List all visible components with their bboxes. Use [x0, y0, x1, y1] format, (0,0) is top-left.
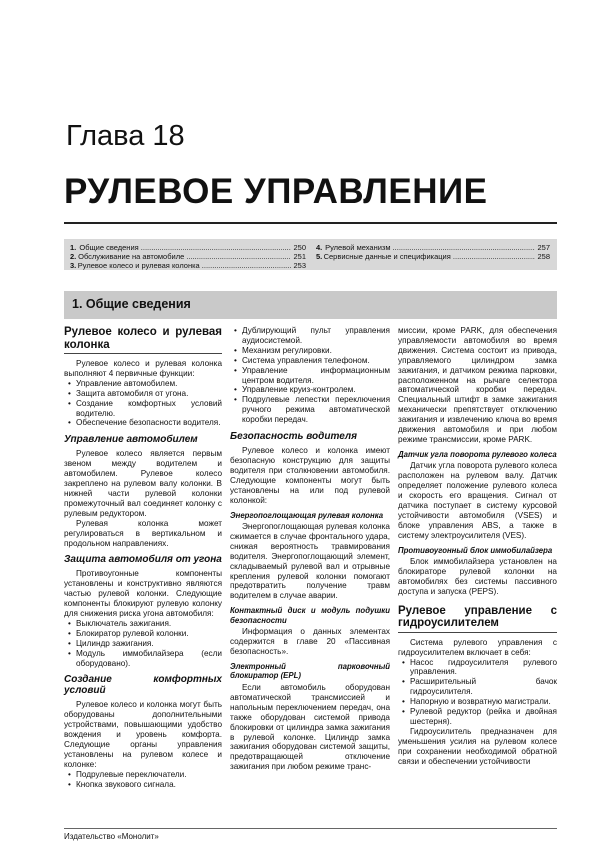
toc-left-column	[70, 243, 306, 271]
paragraph: миссии, кроме PARK, для обеспечения управляемости автомобиля во время движения. Система состоит из привода, управляемого цилиндром замка зажигания, и датчиком режима парковки, расположенном на рычаге селектора автоматической коробки передач. Специальный штифт в замке зажигания механически препятствует отключению зажигания и извлечению ключа во время движения автомобиля и при любом режиме трансмиссии, кроме PARK.	[398, 326, 557, 444]
text-column-2	[230, 326, 390, 772]
paragraph: Рулевое колесо и колонка могут быть оборудованы дополнительными устройствами, повышающими удобство вождения и уровень комфорта. Следующие органы управления установлены на рулевом колесе и колонке:	[64, 700, 222, 769]
section-title: 1. Общие сведения	[72, 297, 191, 311]
list-item: • Выключатель зажигания.	[76, 619, 222, 629]
toc-page: 257	[537, 243, 550, 252]
list-item: • Подрулевые лепестки переключения ручного режима автоматической коробки передач.	[242, 395, 390, 425]
page-title: РУЛЕВОЕ УПРАВЛЕНИЕ	[64, 172, 488, 211]
toc-text: Общие сведения .....	[79, 243, 291, 252]
list-item: • Напорную и возвратную магистрали.	[410, 697, 557, 707]
heading-contact-disc: Контактный диск и модуль подушки безопасности	[230, 606, 390, 625]
function-list	[64, 379, 222, 429]
chapter-label: Глава 18	[66, 120, 185, 152]
heading-immobilizer: Противоугонный блок иммобилайзера	[398, 545, 553, 555]
paragraph: Датчик угла поворота рулевого колеса расположен на рулевом валу. Датчик определяет положение рулевого колеса и скорость его вращения. Сигнал от датчика поступает в систему курсовой устойчивости автомобиля (VSES) и блоке управления ABS, а также в систему электроусилителя (VES).	[398, 461, 557, 540]
list-item: • Защита автомобиля от угона.	[76, 389, 222, 399]
list-item: • Насос гидроусилителя рулевого управления.	[410, 658, 557, 678]
heading-theft-protection: Защита автомобиля от угона	[64, 554, 222, 566]
toc-right-column	[316, 243, 550, 261]
list-item: • Кнопка звукового сигнала.	[76, 780, 222, 790]
toc-entry[interactable]	[70, 243, 306, 252]
toc-text: Рулевое колесо и рулевая колонка .....	[78, 261, 292, 270]
list-item: • Механизм регулировки.	[242, 346, 390, 356]
toc-page: 250	[293, 243, 306, 252]
toc-entry[interactable]	[70, 261, 306, 270]
toc-page: 258	[537, 252, 550, 262]
heading-vehicle-control: Управление автомобилем	[64, 434, 198, 446]
list-item: • Дублирующий пульт управления аудиосистемой.	[242, 326, 390, 346]
paragraph: Рулевое колесо является первым звеном между водителем и автомобилем. Рулевое колесо закреплено на рулевом валу колонки. В нижней части рулевой колонки промежуточный вал соединяет колонку с рулевым редуктором.	[64, 449, 222, 518]
toc-number: 4.	[316, 243, 323, 252]
publisher-footer: Издательство «Монолит»	[64, 828, 557, 841]
paragraph: Рулевая колонка может регулироваться в вертикальном и продольном направлениях.	[64, 518, 222, 548]
list-item: • Обеспечение безопасности водителя.	[76, 418, 222, 428]
comfort-list-continued	[230, 326, 390, 425]
toc-number: 5.	[316, 252, 323, 262]
paragraph: Противоугонные компоненты установлены и конструктивно являются частью рулевой колонки. Следующие компоненты блокируют рулевую колонку для снижения риска угона автомобиля:	[64, 569, 222, 619]
toc-number: 3.	[70, 261, 77, 271]
toc-number: 2.	[70, 252, 77, 262]
toc-entry[interactable]	[316, 243, 550, 252]
heading-epl: Электронный парковочный блокиратор (EPL)	[230, 661, 390, 681]
title-divider	[64, 222, 557, 224]
section-header	[64, 291, 557, 319]
paragraph: Информация о данных элементах содержится в главе 20 «Пассивная безопасность».	[230, 627, 390, 657]
list-item: • Цилиндр зажигания.	[76, 639, 222, 649]
list-item: • Создание комфортных условий водителю.	[76, 399, 222, 419]
list-item: • Подрулевые переключатели.	[76, 770, 222, 780]
toc-text: Обслуживание на автомобиле .....	[78, 252, 291, 261]
table-of-contents	[64, 239, 557, 270]
text-column-3	[398, 326, 557, 767]
toc-text: Рулевой механизм .....	[325, 243, 535, 252]
paragraph: Блок иммобилайзера установлен на блокираторе рулевой колонки на автомобилях без системы пассивного доступа и запуска (PEPS).	[398, 557, 557, 596]
list-item: • Система управления телефоном.	[242, 356, 390, 366]
paragraph: Если автомобиль оборудован автоматической трансмиссией и напольным переключением передач, она также оборудован системой привода блокировки от цилиндра замка зажигания в рулевой колонке. Цилиндр замка зажигания оборудован системой защиты, предотвращающей отключение зажигания при любом режиме транс-	[230, 682, 390, 772]
list-item: • Расширительный бачок гидроусилителя.	[410, 677, 557, 697]
toc-number: 1.	[70, 243, 77, 252]
paragraph: Энергопоглощающая рулевая колонка сжимается в случае фронтального удара, снижая вероятность травмирования водителя. Энергопоглощающий элемент, складываемый рулевой вал и отрывные крепления рулевой колонки помогают предотвратить получение травм водителем в случае аварии.	[230, 522, 390, 601]
list-item: • Управление автомобилем.	[76, 379, 222, 389]
list-item: • Управление круиз-контролем.	[242, 385, 390, 395]
paragraph: Рулевое колесо и рулевая колонка выполняют 4 первичные функции:	[64, 359, 222, 378]
paragraph: Система рулевого управления с гидроусилителем включает в себя:	[398, 637, 557, 657]
comfort-list	[64, 770, 222, 790]
text-column-1	[64, 326, 222, 790]
toc-entry[interactable]	[316, 252, 550, 261]
toc-page: 251	[293, 252, 306, 262]
list-item: • Рулевой редуктор (рейка и двойная шестерня).	[410, 707, 557, 727]
heading-power-steering: Рулевое управление с гидроусилителем	[398, 605, 557, 633]
list-item: • Блокиратор рулевой колонки.	[76, 629, 222, 639]
paragraph: Гидроусилитель предназначен для уменьшения усилия на рулевом колесе при сохранении необходимой обратной связи и обеспечении устойчивости	[398, 726, 557, 766]
list-item: • Модуль иммобилайзера (если оборудовано).	[76, 649, 222, 669]
heading-energy-absorbing: Энергопоглощающая рулевая колонка	[230, 510, 384, 520]
toc-entry[interactable]	[70, 252, 306, 261]
heading-driver-safety: Безопасность водителя	[230, 431, 358, 443]
theft-list	[64, 619, 222, 669]
toc-text: Сервисные данные и спецификация .....	[324, 252, 536, 261]
list-item: • Управление информационным центром водителя.	[242, 366, 390, 386]
paragraph: Рулевое колесо и колонка имеют безопасную конструкцию для защиты водителя при столкновении автомобиля. Следующие компоненты могут быть установлены на или под рулевой колонкой:	[230, 446, 390, 505]
heading-comfort: Создание комфортных условий	[64, 674, 222, 697]
toc-page: 253	[293, 261, 306, 271]
power-steering-list	[398, 658, 557, 727]
heading-angle-sensor: Датчик угла поворота рулевого колеса	[398, 449, 557, 459]
heading-steering-wheel: Рулевое колесо и рулевая колонка	[64, 326, 222, 354]
